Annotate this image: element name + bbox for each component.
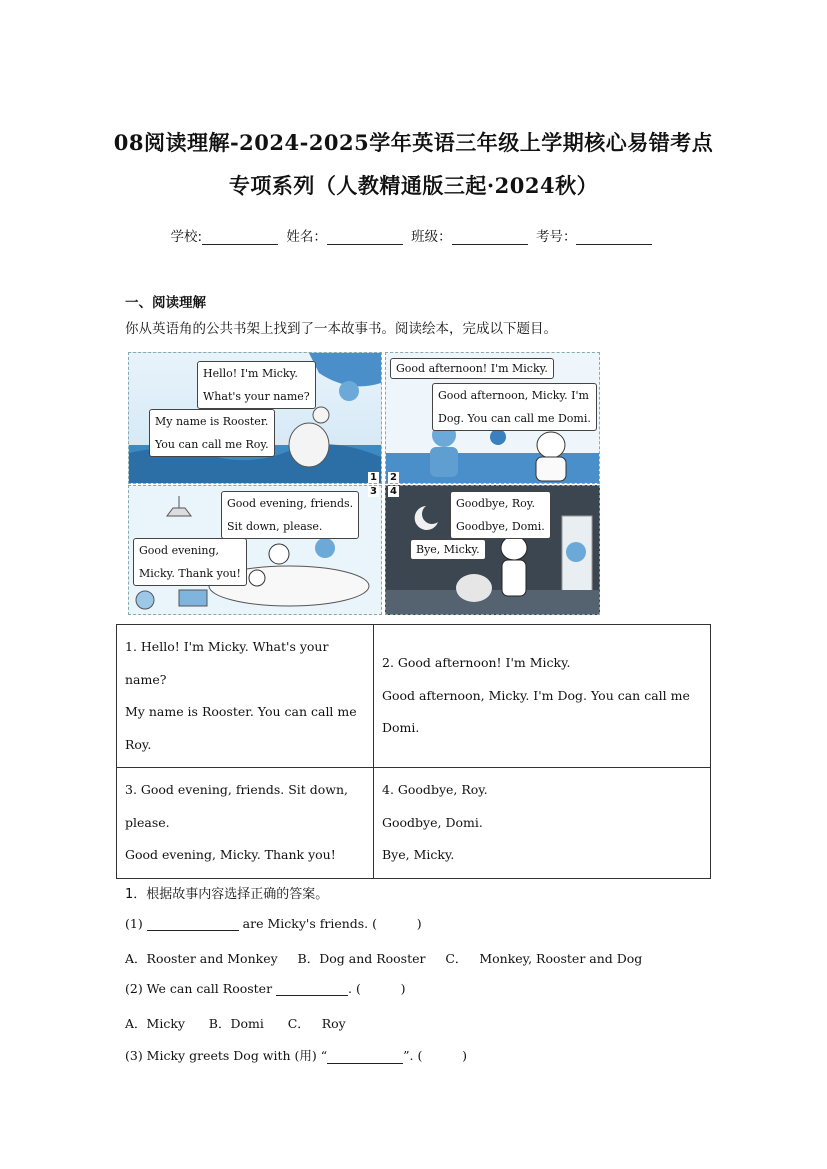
answer-blank-1[interactable] (147, 918, 239, 931)
comic-panel-3 (128, 485, 382, 615)
sun-icon (490, 429, 506, 445)
panel-number-3: 3 (370, 486, 377, 497)
answer-blank-2[interactable] (276, 983, 348, 996)
table-row (117, 625, 711, 768)
rooster-body (289, 423, 329, 467)
bubble-micky-hello: Hello! I'm Micky. What's your name? (197, 361, 316, 409)
bubble-micky-afternoon: Good afternoon! I'm Micky. (390, 358, 554, 379)
title-line-1: 08阅读理解-2024-2025学年英语三年级上学期核心易错考点 (113, 130, 714, 155)
class-blank[interactable] (452, 230, 528, 245)
table-cell-2: 2. Good afternoon! I'm Micky. Good afternoon, Micky. I'm Dog. You can call me Domi. (374, 625, 711, 768)
dialogue-table (116, 624, 711, 879)
school-blank[interactable] (202, 230, 278, 245)
panel-number-1: 1 (370, 472, 377, 483)
name-label: 姓名： (286, 229, 327, 245)
ball-icon (136, 591, 154, 609)
bubble-friends-evening: Good evening, Micky. Thank you! (133, 538, 247, 586)
bubble-rooster-name: My name is Rooster. You can call me Roy. (149, 409, 275, 457)
gift-box-icon (179, 590, 207, 606)
table-cell-3: 3. Good evening, friends. Sit down, please. Good evening, Micky. Thank you! (117, 768, 374, 879)
answer-blank-3[interactable] (327, 1051, 403, 1064)
lamp-icon (167, 496, 191, 516)
question-1: (1) are Micky's friends. ( ) (125, 916, 422, 931)
table-cell-1: 1. Hello! I'm Micky. What's your name? My name is Rooster. You can call me Roy. (117, 625, 374, 768)
bubble-dog-afternoon: Good afternoon, Micky. I'm Dog. You can call me Domi. (432, 383, 597, 431)
monkey-head (339, 381, 359, 401)
title-line-2: 专项系列（人教精通版三起·2024秋） (228, 173, 599, 198)
bubble-micky-evening: Good evening, friends. Sit down, please. (221, 491, 359, 539)
panel-number-2: 2 (390, 472, 397, 483)
panel-number-4: 4 (390, 486, 397, 497)
dog-head (537, 432, 565, 458)
question-1-options: A．Rooster and Monkey B．Dog and Rooster C． Monkey, Rooster and Dog (125, 951, 643, 966)
question-heading: 1．根据故事内容选择正确的答案。 (125, 887, 329, 902)
name-blank[interactable] (327, 230, 403, 245)
comic-panel-2 (385, 352, 600, 484)
moon-icon (415, 506, 438, 530)
class-label: 班级： (411, 229, 452, 245)
comic-panel-1 (128, 352, 382, 484)
table-cell-4: 4. Goodbye, Roy. Goodbye, Domi. Bye, Micky. (374, 768, 711, 879)
bubble-friends-bye: Bye, Micky. (410, 539, 486, 560)
section-intro: 你从英语角的公共书架上找到了一本故事书。阅读绘本，完成以下题目。 (125, 321, 557, 337)
section-title: 一、阅读理解 (125, 295, 206, 311)
comic-strip (128, 352, 600, 614)
student-info-line (0, 225, 827, 245)
question-2: (2) We can call Rooster . ( ) (125, 981, 406, 996)
table-row (117, 768, 711, 879)
number-blank[interactable] (576, 230, 652, 245)
bubble-micky-goodbye: Goodbye, Roy. Goodbye, Domi. (450, 491, 551, 539)
number-label: 考号： (535, 229, 577, 245)
question-2-options: A．Micky B．Domi C． Roy (125, 1016, 346, 1031)
comic-panel-4 (385, 485, 600, 615)
school-label: 学校: (170, 229, 203, 245)
question-3: (3) Micky greets Dog with (用) “ ”. ( ) (125, 1048, 467, 1063)
